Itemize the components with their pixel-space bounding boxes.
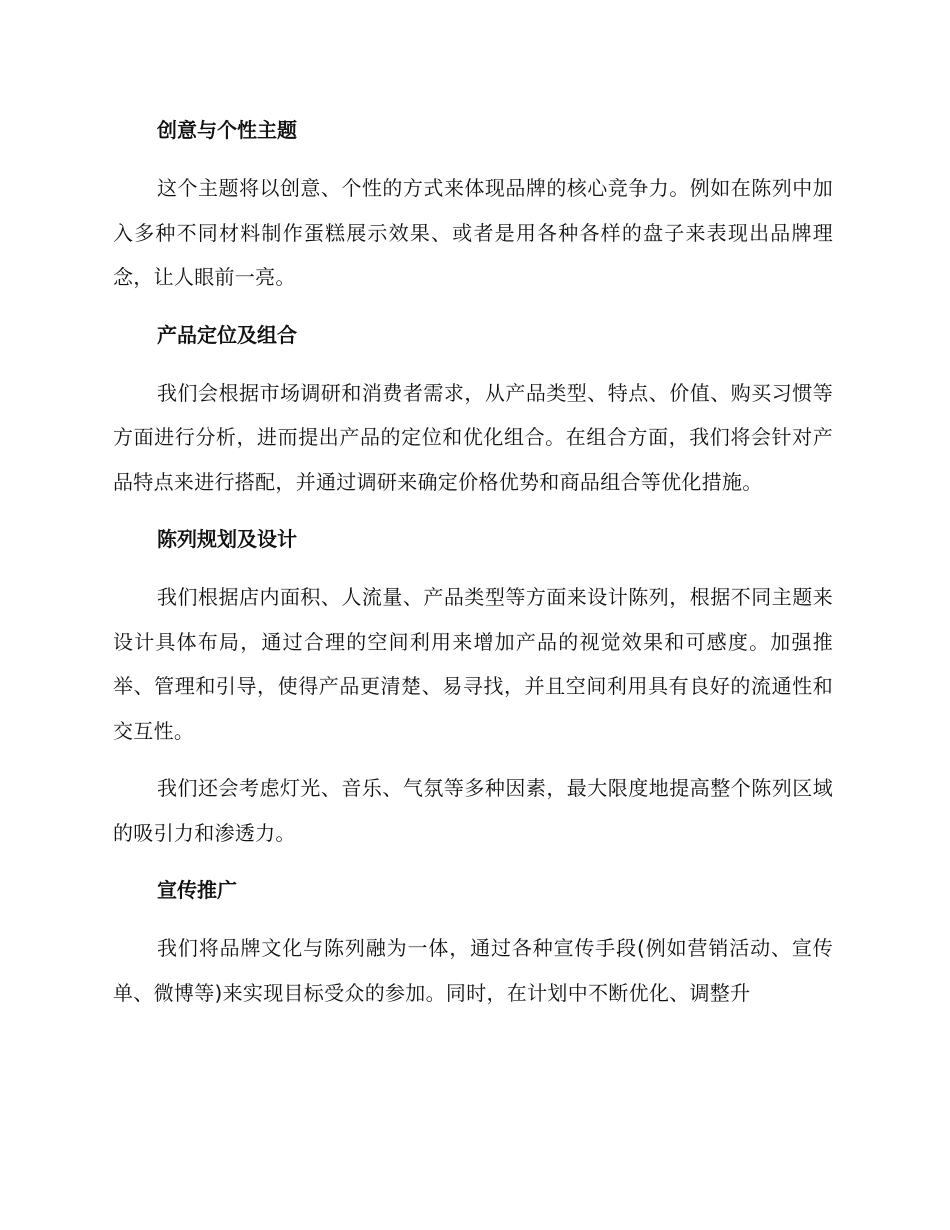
section-heading-display-planning: 陈列规划及设计: [157, 527, 297, 551]
section-heading-creative-theme: 创意与个性主题: [157, 118, 297, 142]
paragraph-display-planning-1: 我们根据店内面积、人流量、产品类型等方面来设计陈列，根据不同主题来设计具体布局，通过合理的空间利用来增加产品的视觉效果和可感度。加强推举、管理和引导，使得产品更清楚、易寻找，并且空间利用具有良好的流通性和交互性。: [113, 585, 833, 743]
paragraph-promotion: 我们将品牌文化与陈列融为一体，通过各种宣传手段(例如营销活动、宣传单、微博等)来实现目标受众的参加。同时，在计划中不断优化、调整升: [113, 936, 833, 1005]
paragraph-display-planning-2: 我们还会考虑灯光、音乐、气氛等多种因素，最大限度地提高整个陈列区域的吸引力和渗透力。: [113, 776, 833, 845]
section-heading-product-positioning: 产品定位及组合: [157, 322, 297, 347]
section-heading-promotion: 宣传推广: [157, 878, 237, 902]
paragraph-creative-theme: 这个主题将以创意、个性的方式来体现品牌的核心竞争力。例如在陈列中加入多种不同材料制作蛋糕展示效果、或者是用各种各样的盘子来表现出品牌理念，让人眼前一亮。: [113, 176, 833, 289]
document-body: [113, 108, 833, 1028]
paragraph-product-positioning: 我们会根据市场调研和消费者需求，从产品类型、特点、价值、购买习惯等方面进行分析，进而提出产品的定位和优化组合。在组合方面，我们将会针对产品特点来进行搭配，并通过调研来确定价格优势和商品组合等优化措施。: [113, 380, 833, 494]
